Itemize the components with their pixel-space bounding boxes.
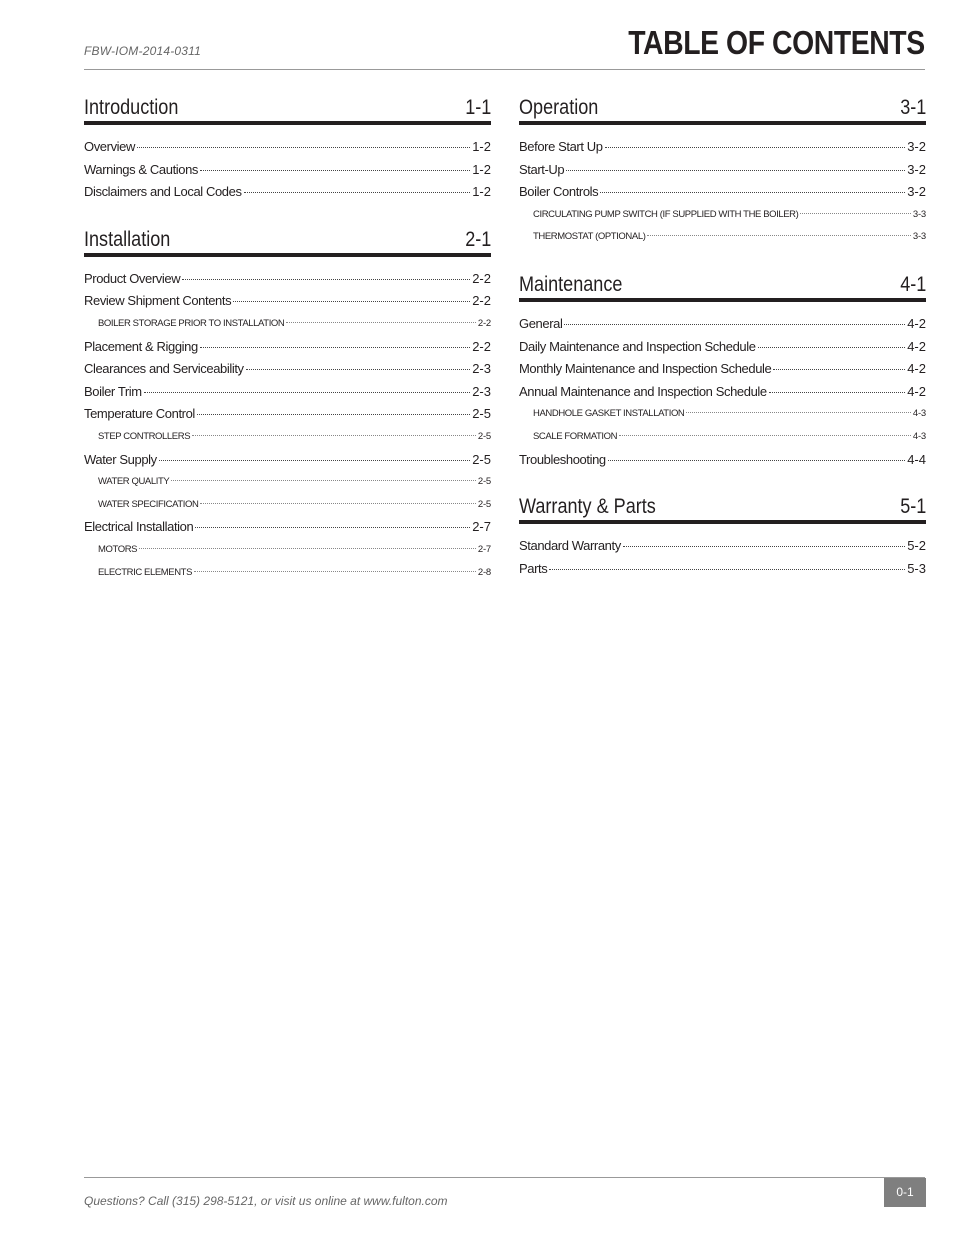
dot-leader bbox=[623, 546, 905, 547]
entry-page-number: 2-5 bbox=[477, 498, 491, 510]
entry-page-number: 2-3 bbox=[472, 361, 491, 377]
document-code: FBW-IOM-2014-0311 bbox=[84, 44, 201, 58]
dot-leader bbox=[800, 213, 910, 214]
dot-leader bbox=[200, 170, 470, 171]
entry-label: Review Shipment Contents bbox=[84, 293, 232, 309]
entry-page-number: 2-7 bbox=[472, 519, 491, 535]
entry-page-number: 4-3 bbox=[912, 408, 926, 420]
dot-leader bbox=[195, 527, 470, 528]
entry-label: STEP CONTROLLERS bbox=[98, 430, 191, 442]
toc-entry[interactable] bbox=[519, 159, 926, 182]
toc-section bbox=[84, 226, 491, 584]
dot-leader bbox=[758, 347, 906, 348]
section-page-number: 2-1 bbox=[464, 227, 491, 251]
toc-subentry[interactable] bbox=[84, 471, 491, 494]
entry-page-number: 1-2 bbox=[472, 161, 491, 177]
section-title: Installation bbox=[84, 227, 171, 251]
entry-page-number: 3-2 bbox=[907, 161, 926, 177]
toc-subentry[interactable] bbox=[519, 403, 926, 426]
entry-page-number: 2-5 bbox=[472, 451, 491, 467]
entry-page-number: 4-4 bbox=[907, 451, 926, 467]
dot-leader bbox=[139, 548, 476, 549]
toc-entry[interactable] bbox=[84, 136, 491, 159]
toc-subentry[interactable] bbox=[519, 426, 926, 449]
section-page-number: 1-1 bbox=[464, 96, 491, 119]
entry-label: Overview bbox=[84, 139, 135, 154]
toc-entry[interactable] bbox=[519, 136, 926, 159]
dot-leader bbox=[566, 170, 905, 171]
toc-subentry[interactable] bbox=[84, 426, 491, 449]
entry-label: Troubleshooting bbox=[519, 451, 606, 467]
section-heading[interactable] bbox=[519, 493, 926, 524]
entry-label: Parts bbox=[519, 560, 548, 576]
entry-label: Warnings & Cautions bbox=[84, 161, 199, 177]
entry-page-number: 1-2 bbox=[472, 139, 491, 154]
entry-page-number: 3-2 bbox=[907, 184, 926, 200]
dot-leader bbox=[619, 435, 911, 436]
entry-label: Disclaimers and Local Codes bbox=[84, 184, 242, 200]
entry-page-number: 2-7 bbox=[477, 543, 491, 555]
toc-entry[interactable] bbox=[84, 336, 491, 359]
toc-entry[interactable] bbox=[519, 313, 926, 336]
section-heading[interactable] bbox=[84, 94, 491, 125]
toc-entry[interactable] bbox=[84, 516, 491, 539]
entry-page-number: 4-2 bbox=[907, 315, 926, 331]
entry-page-number: 2-8 bbox=[477, 566, 491, 578]
toc-entry[interactable] bbox=[84, 268, 491, 291]
dot-leader bbox=[244, 192, 471, 193]
toc-entry[interactable] bbox=[519, 381, 926, 404]
footer-contact-text: Questions? Call (315) 298-5121, or visit us online at www.fulton.com bbox=[84, 1194, 448, 1208]
toc-entry[interactable] bbox=[519, 535, 926, 558]
entry-label: CIRCULATING PUMP SWITCH (IF SUPPLIED WITH THE BOILER) bbox=[533, 208, 799, 220]
toc-entry[interactable] bbox=[84, 159, 491, 182]
section-heading[interactable] bbox=[519, 94, 926, 125]
section-heading[interactable] bbox=[84, 226, 491, 257]
entry-page-number: 4-2 bbox=[907, 338, 926, 354]
entry-page-number: 5-3 bbox=[907, 560, 926, 576]
toc-entry[interactable] bbox=[519, 449, 926, 472]
entry-page-number: 2-2 bbox=[472, 338, 491, 354]
toc-column-left bbox=[84, 94, 491, 606]
dot-leader bbox=[769, 392, 905, 393]
entry-label: Product Overview bbox=[84, 270, 181, 286]
dot-leader bbox=[137, 147, 470, 148]
entry-label: HANDHOLE GASKET INSTALLATION bbox=[533, 408, 685, 420]
toc-section bbox=[519, 493, 926, 580]
entry-label: Annual Maintenance and Inspection Schedule bbox=[519, 383, 767, 399]
toc-column-right bbox=[519, 94, 926, 602]
toc-entry[interactable] bbox=[84, 403, 491, 426]
toc-section bbox=[84, 94, 491, 204]
entry-label: WATER SPECIFICATION bbox=[98, 498, 199, 510]
toc-subentry[interactable] bbox=[519, 226, 926, 249]
entry-label: WATER QUALITY bbox=[98, 476, 170, 488]
dot-leader bbox=[605, 147, 906, 148]
entry-page-number: 3-3 bbox=[912, 208, 926, 220]
toc-entry[interactable] bbox=[84, 181, 491, 204]
dot-leader bbox=[200, 503, 475, 504]
entry-page-number: 2-2 bbox=[472, 270, 491, 286]
dot-leader bbox=[773, 369, 905, 370]
entry-label: Electrical Installation bbox=[84, 519, 194, 535]
entry-label: General bbox=[519, 315, 563, 331]
entry-page-number: 3-3 bbox=[912, 231, 926, 243]
toc-subentry[interactable] bbox=[84, 539, 491, 562]
dot-leader bbox=[192, 435, 476, 436]
entry-page-number: 1-2 bbox=[472, 184, 491, 200]
entry-page-number: 2-3 bbox=[472, 383, 491, 399]
toc-entry[interactable] bbox=[84, 290, 491, 313]
dot-leader bbox=[194, 571, 476, 572]
section-title: Maintenance bbox=[519, 272, 623, 296]
dot-leader bbox=[647, 235, 910, 236]
entry-page-number: 4-2 bbox=[907, 383, 926, 399]
entry-page-number: 4-2 bbox=[907, 361, 926, 377]
entry-label: THERMOSTAT (OPTIONAL) bbox=[533, 231, 646, 243]
dot-leader bbox=[200, 347, 470, 348]
section-heading[interactable] bbox=[519, 271, 926, 302]
entry-label: Monthly Maintenance and Inspection Schedule bbox=[519, 361, 772, 377]
dot-leader bbox=[686, 412, 910, 413]
dot-leader bbox=[197, 414, 470, 415]
entry-label: MOTORS bbox=[98, 543, 138, 555]
section-title: Operation bbox=[519, 96, 599, 119]
entry-label: Boiler Controls bbox=[519, 184, 599, 200]
entry-label: SCALE FORMATION bbox=[533, 430, 618, 442]
section-page-number: 3-1 bbox=[899, 96, 926, 119]
entry-label: Daily Maintenance and Inspection Schedule bbox=[519, 338, 756, 354]
entry-page-number: 3-2 bbox=[907, 139, 926, 154]
entry-label: Start-Up bbox=[519, 161, 565, 177]
entry-label: Before Start Up bbox=[519, 139, 603, 154]
entry-label: Clearances and Serviceability bbox=[84, 361, 244, 377]
section-page-number: 5-1 bbox=[899, 495, 926, 519]
dot-leader bbox=[549, 569, 905, 570]
section-title: Warranty & Parts bbox=[519, 495, 656, 519]
toc-entry[interactable] bbox=[84, 381, 491, 404]
page-number-badge: 0-1 bbox=[884, 1178, 926, 1207]
dot-leader bbox=[286, 322, 475, 323]
entry-label: Boiler Trim bbox=[84, 383, 142, 399]
dot-leader bbox=[171, 480, 476, 481]
page-title: TABLE OF CONTENTS bbox=[628, 24, 925, 61]
entry-label: ELECTRIC ELEMENTS bbox=[98, 566, 193, 578]
entry-label: BOILER STORAGE PRIOR TO INSTALLATION bbox=[98, 317, 285, 329]
toc-entry[interactable] bbox=[519, 558, 926, 581]
toc-entry[interactable] bbox=[519, 181, 926, 204]
toc-subentry[interactable] bbox=[84, 313, 491, 336]
entry-page-number: 2-5 bbox=[477, 430, 491, 442]
dot-leader bbox=[608, 460, 905, 461]
entry-label: Standard Warranty bbox=[519, 538, 621, 554]
entry-label: Placement & Rigging bbox=[84, 338, 198, 354]
entry-page-number: 2-2 bbox=[472, 293, 491, 309]
toc-subentry[interactable] bbox=[84, 562, 491, 585]
entry-page-number: 4-3 bbox=[912, 430, 926, 442]
entry-label: Water Supply bbox=[84, 451, 157, 467]
dot-leader bbox=[246, 369, 471, 370]
dot-leader bbox=[600, 192, 905, 193]
dot-leader bbox=[159, 460, 470, 461]
dot-leader bbox=[233, 301, 470, 302]
toc-subentry[interactable] bbox=[519, 204, 926, 227]
toc-subentry[interactable] bbox=[84, 494, 491, 517]
entry-page-number: 2-5 bbox=[477, 476, 491, 488]
header-divider bbox=[84, 69, 925, 70]
toc-entry[interactable] bbox=[519, 358, 926, 381]
footer-divider bbox=[84, 1177, 925, 1178]
entry-page-number: 2-5 bbox=[472, 406, 491, 422]
entry-label: Temperature Control bbox=[84, 406, 195, 422]
entry-page-number: 2-2 bbox=[477, 317, 491, 329]
toc-section bbox=[519, 271, 926, 471]
dot-leader bbox=[564, 324, 905, 325]
toc-entry[interactable] bbox=[519, 336, 926, 359]
section-title: Introduction bbox=[84, 96, 179, 119]
toc-section bbox=[519, 94, 926, 249]
dot-leader bbox=[144, 392, 470, 393]
toc-entry[interactable] bbox=[84, 358, 491, 381]
dot-leader bbox=[182, 279, 470, 280]
toc-entry[interactable] bbox=[84, 449, 491, 472]
entry-page-number: 5-2 bbox=[907, 538, 926, 554]
section-page-number: 4-1 bbox=[899, 272, 926, 296]
